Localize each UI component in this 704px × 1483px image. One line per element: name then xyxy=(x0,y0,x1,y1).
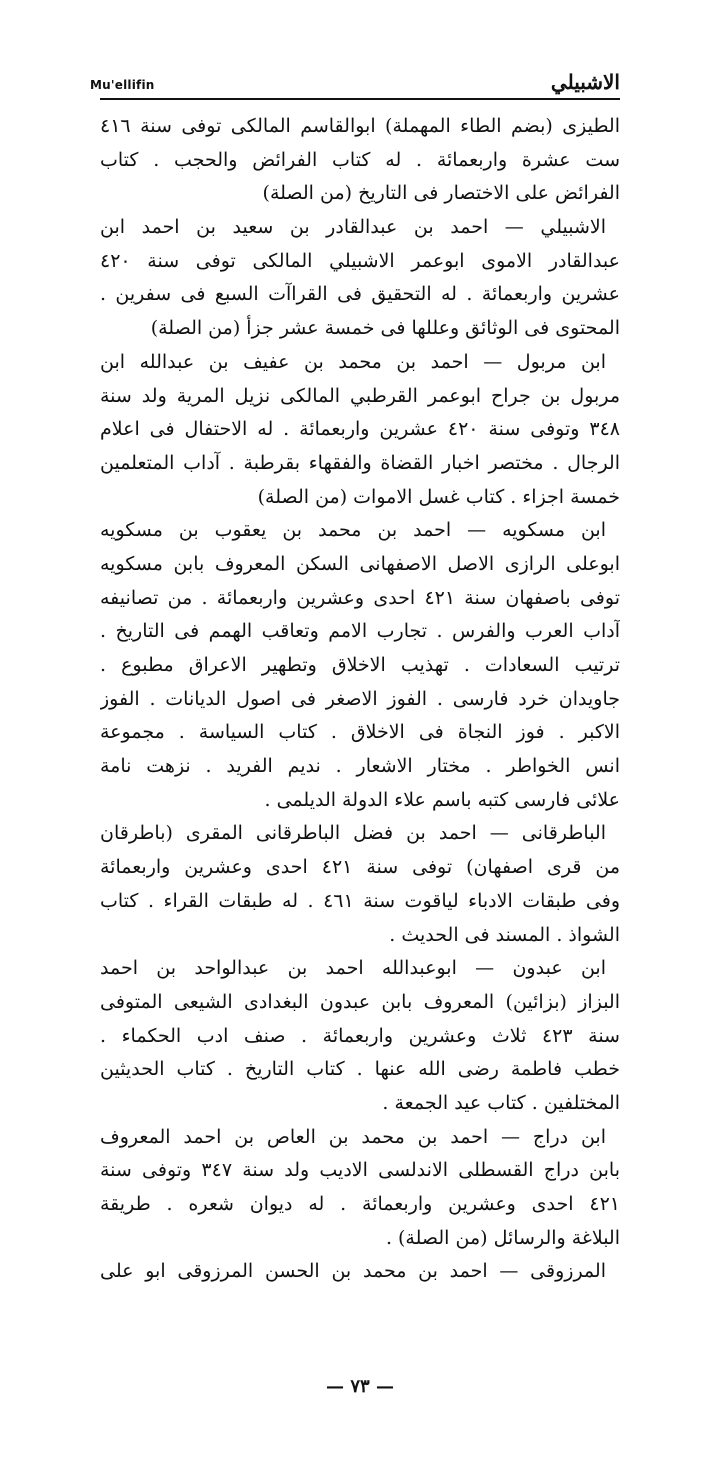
text-line: عبدالقادر الاموى ابوعمر الاشبيلي المالكى توفى سنة ٤٢٠ xyxy=(100,249,620,272)
text-line: ٣٤٨ وتوفى سنة ٤٢٠ عشرين واربعمائة . له الاحتفال فى اعلام xyxy=(100,418,620,441)
text-line: الفرائض على الاختصار فى التاريخ (من الصلة) xyxy=(262,182,620,205)
text-line: الباطرقانى — احمد بن فضل الباطرقانى المقرى (باطرقان xyxy=(100,822,606,845)
text-line: عشرين واربعمائة . له التحقيق فى القراآت السبع فى سفرين . xyxy=(100,283,620,306)
text-line: المحتوى فى الوثائق وعللها فى خمسة عشر جزأ (من الصلة) xyxy=(150,317,620,340)
text-line: الاشبيلي — احمد بن عبدالقادر بن سعيد بن احمد ابن xyxy=(100,216,606,239)
text-line: علائى فارسى كتبه باسم علاء الدولة الديلمى . xyxy=(264,788,620,811)
text-line: الطيزى (بضم الطاء المهملة) ابوالقاسم المالكى توفى سنة ٤١٦ xyxy=(100,115,620,137)
text-line: ابن دراج — احمد بن محمد بن العاص بن احمد المعروف xyxy=(100,1125,606,1148)
document-page xyxy=(90,70,620,1410)
text-line: جاويدان خرد فارسى . الفوز الاصغر فى اصول الديانات . الفوز xyxy=(100,687,620,710)
text-line: ابوعلى الرازى الاصل الاصفهانى السكن المعروف بابن مسكويه xyxy=(100,552,620,575)
text-line: الشواذ . المسند فى الحديث . xyxy=(389,923,620,946)
text-line: انس الخواطر . مختار الاشعار . نديم الفريد . نزهت نامة xyxy=(100,755,620,778)
text-line: خمسة اجزاء . كتاب غسل الاموات (من الصلة) xyxy=(257,485,620,508)
text-line: البلاغة والرسائل (من الصلة) . xyxy=(385,1226,620,1249)
running-header xyxy=(90,70,620,100)
text-line: ابن عبدون — ابوعبدالله احمد بن عبدالواحد بن احمد xyxy=(100,957,606,980)
text-line: سنة ٤٢٣ ثلاث وعشرين واربعمائة . صنف ادب الحكماء . xyxy=(100,1024,620,1047)
text-line: الرجال . مختصر اخبار القضاة والفقهاء بقرطبة . آداب المتعلمين xyxy=(100,451,620,474)
page-number: — ٧٣ — xyxy=(326,1376,394,1397)
header-right-title: الاشبيلي xyxy=(550,70,620,94)
text-line: بابن دراج القسطلى الاندلسى الاديب ولد سنة ٣٤٧ وتوفى سنة xyxy=(100,1159,620,1182)
text-line: وفى طبقات الادباء لياقوت سنة ٤٦١ . له طبقات القراء . كتاب xyxy=(100,889,620,912)
text-line: ترتيب السعادات . تهذيب الاخلاق وتطهير الاعراق مطبوع . xyxy=(100,654,620,676)
text-body xyxy=(100,110,620,1289)
text-line: ابن مربول — احمد بن محمد بن عفيف بن عبدالله ابن xyxy=(100,350,606,373)
text-line: البزاز (بزائين) المعروف بابن عبدون البغدادى الشيعى المتوفى xyxy=(100,990,620,1013)
text-line: من قرى اصفهان) توفى سنة ٤٢١ احدى وعشرين واربعمائة xyxy=(100,856,620,879)
header-left-label: Mu'ellifin xyxy=(90,78,155,92)
text-line: ست عشرة واربعمائة . له كتاب الفرائض والحجب . كتاب xyxy=(100,148,620,171)
text-line: مربول بن جراح ابوعمر القرطبي المالكى نزيل المرية ولد سنة xyxy=(100,384,620,407)
text-line: المختلفين . كتاب عيد الجمعة . xyxy=(382,1091,620,1114)
text-line: توفى باصفهان سنة ٤٢١ احدى وعشرين واربعمائة . من تصانيفه xyxy=(100,586,620,609)
text-line: آداب العرب والفرس . تجارب الامم وتعاقب الهمم فى التاريخ . xyxy=(100,620,620,643)
text-line: الاكبر . فوز النجاة فى الاخلاق . كتاب السياسة . مجموعة xyxy=(100,721,620,744)
text-line: المرزوقى — احمد بن محمد بن الحسن المرزوقى ابو على xyxy=(100,1260,606,1283)
text-line: ابن مسكويه — احمد بن محمد بن يعقوب بن مسكويه xyxy=(100,519,606,542)
text-line: ٤٢١ احدى وعشرين واربعمائة . له ديوان شعره . طريقة xyxy=(100,1193,620,1215)
text-line: خطب فاطمة رضى الله عنها . كتاب التاريخ . كتاب الحديثين xyxy=(100,1058,620,1081)
